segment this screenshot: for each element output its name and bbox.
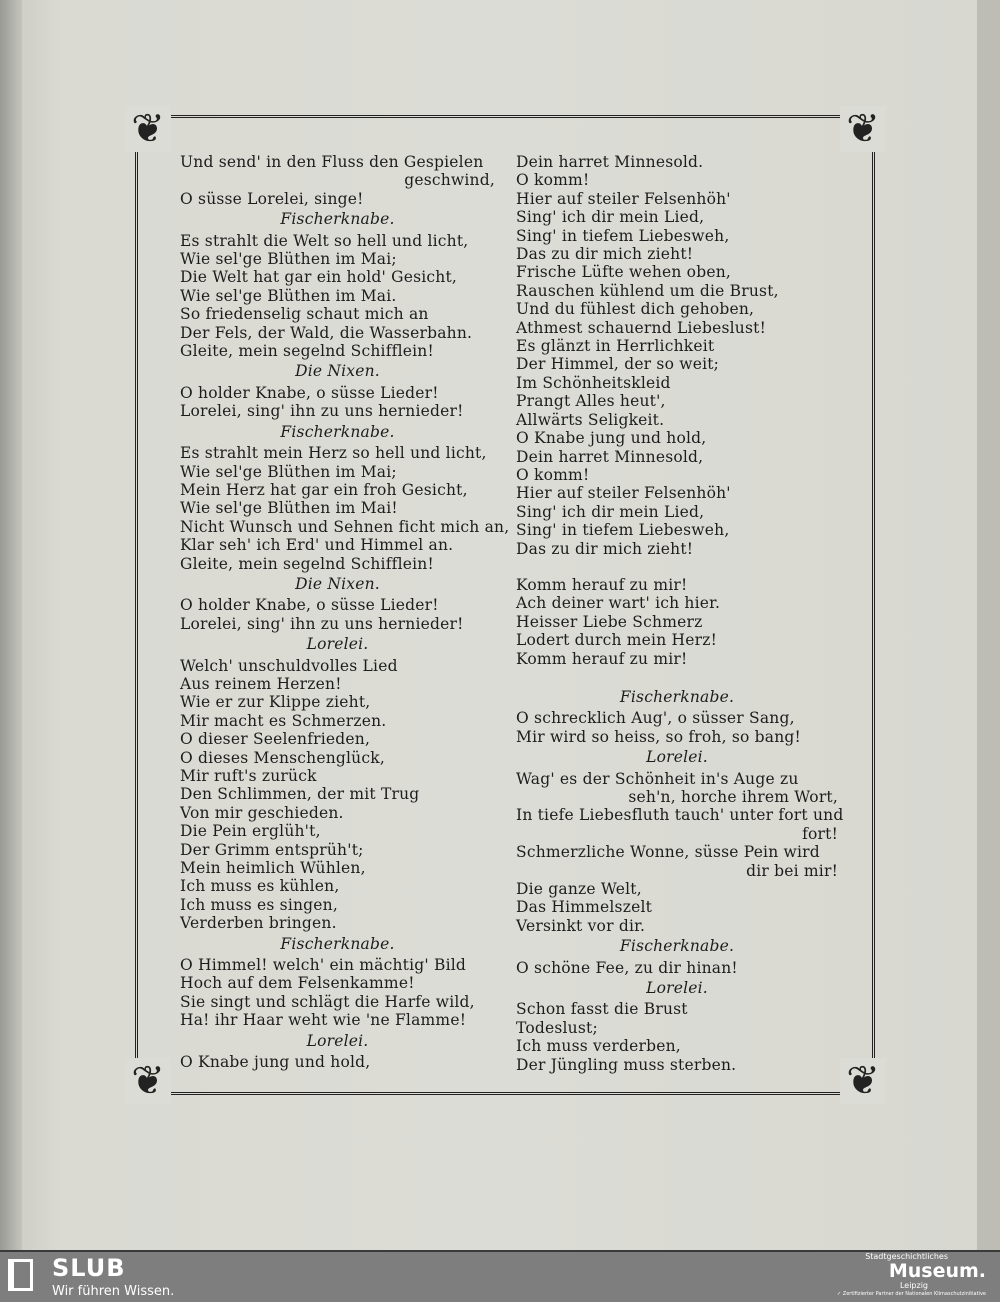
speaker-heading: Lorelei. xyxy=(306,1031,369,1050)
verse-line: Der Fels, der Wald, die Wasserbahn. xyxy=(180,323,473,342)
verse-line: Die Pein erglüh't, xyxy=(180,822,321,841)
verse-line: Es glänzt in Herrlichkeit xyxy=(516,337,715,356)
verse-line: Wie sel'ge Blüthen im Mai; xyxy=(180,462,397,481)
verse-line: Das zu dir mich zieht! xyxy=(516,539,694,558)
verse-line: Das zu dir mich zieht! xyxy=(516,245,694,264)
verse-line: Allwärts Seligkeit. xyxy=(516,410,665,429)
verse-line: Verderben bringen. xyxy=(180,914,337,933)
verse-line: Prangt Alles heut', xyxy=(516,392,666,411)
verse-line: Komm herauf zu mir! xyxy=(516,575,688,594)
verse-line: O Himmel! welch' ein mächtig' Bild xyxy=(180,956,467,975)
verse-line: Sie singt und schlägt die Harfe wild, xyxy=(180,992,475,1011)
verse-line: Der Grimm entsprüh't; xyxy=(180,840,364,859)
footer-bar xyxy=(0,1250,1000,1302)
verse-line: Die Welt hat gar ein hold' Gesicht, xyxy=(180,268,458,287)
verse-line: O holder Knabe, o süsse Lieder! xyxy=(180,596,439,615)
verse-line: Ich muss verderben, xyxy=(516,1037,681,1056)
verse-line: dir bei mir! xyxy=(746,861,838,880)
verse-line: Den Schlimmen, der mit Trug xyxy=(180,785,420,804)
verse-line: seh'n, horche ihrem Wort, xyxy=(628,788,838,806)
verse-line: So friedenselig schaut mich an xyxy=(180,305,429,324)
verse-line: Komm herauf zu mir! xyxy=(516,649,688,668)
verse-line: Lodert durch mein Herz! xyxy=(516,631,718,650)
speaker-heading: Fischerknabe. xyxy=(280,934,395,953)
verse-line: Hier auf steiler Felsenhöh' xyxy=(516,189,731,208)
verse-line: Klar seh' ich Erd' und Himmel an. xyxy=(180,536,454,555)
speaker-heading: Die Nixen. xyxy=(295,362,380,381)
right-column xyxy=(516,153,844,1074)
verse-line: Es strahlt die Welt so hell und licht, xyxy=(180,231,469,250)
verse-line: O Knabe jung und hold, xyxy=(516,429,707,448)
verse-line: Lorelei, sing' ihn zu uns hernieder! xyxy=(180,614,464,633)
verse-line: Der Himmel, der so weit; xyxy=(516,355,720,374)
verse-line: Ach deiner wart' ich hier. xyxy=(516,594,721,613)
speaker-heading: Fischerknabe. xyxy=(619,687,735,706)
verse-line: In tiefe Liebesfluth tauch' unter fort und xyxy=(516,806,844,825)
verse-line: Ich muss es singen, xyxy=(180,895,338,914)
museum-line1: Stadtgeschichtliches xyxy=(865,1252,948,1261)
verse-line: Wie sel'ge Blüthen im Mai! xyxy=(180,499,398,518)
verse-line: Die ganze Welt, xyxy=(516,880,642,899)
museum-logo[interactable]: Museum. xyxy=(888,1260,986,1282)
verse-line: Mein heimlich Wühlen, xyxy=(180,859,366,878)
verse-line: Dein harret Minnesold. xyxy=(516,153,704,171)
verse-line: O dieser Seelenfrieden, xyxy=(180,730,371,749)
verse-line: O schrecklich Aug', o süsser Sang, xyxy=(516,709,795,728)
verse-line: Wie sel'ge Blüthen im Mai. xyxy=(180,286,397,305)
verse-line: Schmerzliche Wonne, süsse Pein wird xyxy=(516,843,820,862)
verse-line: Mir ruft's zurück xyxy=(180,767,317,785)
left-column xyxy=(180,153,510,1072)
verse-line: O komm! xyxy=(516,465,590,484)
museum-note: ✓ Zertifizierter Partner der Nationalen Klimaschutzinitiative xyxy=(836,1291,986,1297)
museum-city: Leipzig xyxy=(899,1281,928,1290)
verse-line: Wie er zur Klippe zieht, xyxy=(180,693,371,712)
stanza-gap xyxy=(516,558,838,576)
verse-line: Versinkt vor dir. xyxy=(516,916,646,935)
verse-line: Es strahlt mein Herz so hell und licht, xyxy=(180,444,487,463)
verse-line: O dieses Menschenglück, xyxy=(180,748,385,767)
verse-line: Wag' es der Schönheit in's Auge zu xyxy=(516,769,799,788)
verse-line: Wie sel'ge Blüthen im Mai; xyxy=(180,250,397,269)
verse-line: O komm! xyxy=(516,171,590,190)
verse-line: Heisser Liebe Schmerz xyxy=(516,612,703,631)
verse-line: Der Jüngling muss sterben. xyxy=(516,1055,737,1074)
verse-line: Gleite, mein segelnd Schifflein! xyxy=(180,554,434,573)
stanza-gap xyxy=(516,668,838,686)
verse-line: Athmest schauernd Liebeslust! xyxy=(516,318,766,337)
verse-line: Frische Lüfte wehen oben, xyxy=(516,263,732,282)
speaker-heading: Fischerknabe. xyxy=(280,422,395,441)
speaker-heading: Lorelei. xyxy=(646,748,708,767)
slub-tagline: Wir führen Wissen. xyxy=(52,1284,175,1299)
slub-book-icon xyxy=(8,1259,33,1291)
verse-line: fort! xyxy=(802,824,838,843)
verse-line: O Knabe jung und hold, xyxy=(180,1053,371,1072)
verse-line: Nicht Wunsch und Sehnen ficht mich an, xyxy=(180,517,510,536)
page-edge xyxy=(0,0,22,1250)
verse-line: Das Himmelszelt xyxy=(516,898,653,917)
verse-line: Schon fasst die Brust xyxy=(516,1000,688,1019)
verse-line: Aus reinem Herzen! xyxy=(180,674,342,693)
verse-line: Mein Herz hat gar ein froh Gesicht, xyxy=(180,480,468,499)
verse-line: Todeslust; xyxy=(516,1018,598,1037)
verse-line: Von mir geschieden. xyxy=(180,803,344,822)
verse-line: Ha! ihr Haar weht wie 'ne Flamme! xyxy=(180,1011,467,1030)
verse-line: Mir macht es Schmerzen. xyxy=(180,711,387,730)
verse-line: Welch' unschuldvolles Lied xyxy=(180,656,398,675)
verse-line: Im Schönheitskleid xyxy=(516,373,671,392)
verse-line: Sing' ich dir mein Lied, xyxy=(516,502,705,521)
verse-line: Lorelei, sing' ihn zu uns hernieder! xyxy=(180,402,464,421)
verse-line: Und du fühlest dich gehoben, xyxy=(516,300,755,319)
verse-line: Ich muss es kühlen, xyxy=(180,877,340,896)
verse-line: Dein harret Minnesold, xyxy=(516,447,704,466)
verse-line: Und send' in den Fluss den Gespielen xyxy=(180,153,484,171)
verse-line: geschwind, xyxy=(404,171,495,190)
verse-line: Hier auf steiler Felsenhöh' xyxy=(516,484,731,503)
corner-ornament-icon: ❦ xyxy=(840,1058,886,1104)
speaker-heading: Lorelei. xyxy=(306,635,369,654)
verse-line: Hoch auf dem Felsenkamme! xyxy=(180,974,415,993)
slub-logo[interactable]: SLUB xyxy=(52,1254,126,1282)
speaker-heading: Fischerknabe. xyxy=(619,937,735,956)
verse-line: Sing' in tiefem Liebesweh, xyxy=(516,226,730,245)
verse-line: O holder Knabe, o süsse Lieder! xyxy=(180,383,439,402)
verse-line: O schöne Fee, zu dir hinan! xyxy=(516,958,738,977)
verse-line: Sing' in tiefem Liebesweh, xyxy=(516,521,730,540)
speaker-heading: Fischerknabe. xyxy=(280,210,395,229)
corner-ornament-icon: ❦ xyxy=(840,106,886,152)
verse-line: Rauschen kühlend um die Brust, xyxy=(516,281,779,300)
verse-line: O süsse Lorelei, singe! xyxy=(180,189,364,208)
corner-ornament-icon: ❦ xyxy=(125,1058,171,1104)
verse-line: Mir wird so heiss, so froh, so bang! xyxy=(516,727,801,746)
corner-ornament-icon: ❦ xyxy=(125,106,171,152)
speaker-heading: Lorelei. xyxy=(646,979,708,998)
verse-line: Sing' ich dir mein Lied, xyxy=(516,208,705,227)
speaker-heading: Die Nixen. xyxy=(295,574,380,593)
verse-line: Gleite, mein segelnd Schifflein! xyxy=(180,342,434,361)
